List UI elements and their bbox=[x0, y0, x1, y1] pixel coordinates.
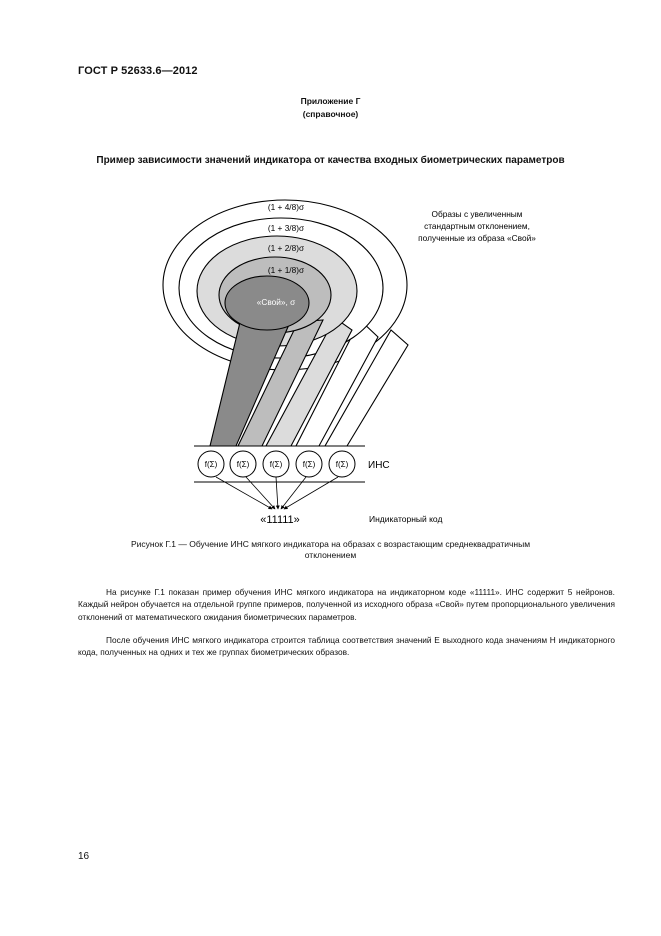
section-title: Пример зависимости значений индикатора от качества входных биометрических параметров bbox=[96, 155, 565, 166]
document-header: ГОСТ Р 52633.6—2012 bbox=[78, 65, 198, 77]
ring-label-3: (1 + 3/8)σ bbox=[267, 223, 305, 233]
output-code: «11111» bbox=[260, 514, 300, 526]
code-label: Индикаторный код bbox=[369, 514, 443, 524]
network-label: ИНС bbox=[368, 460, 390, 471]
neuron-2-label: f(Σ) bbox=[236, 460, 250, 469]
neuron-3-label: f(Σ) bbox=[269, 460, 283, 469]
ring-label-1: (1 + 1/8)σ bbox=[267, 265, 305, 275]
ring-label-2: (1 + 2/8)σ bbox=[267, 243, 305, 253]
appendix-subtitle: (справочное) bbox=[302, 109, 359, 119]
center-label: «Свой», σ bbox=[256, 297, 296, 307]
neuron-4-label: f(Σ) bbox=[302, 460, 316, 469]
figure-caption bbox=[0, 539, 661, 561]
caption-line-2: отклонением bbox=[304, 550, 357, 560]
neuron-5-label: f(Σ) bbox=[335, 460, 349, 469]
paragraph-2: После обучения ИНС мягкого индикатора строится таблица соответствия значений E выходного кода значениям H индикаторного кода, полученных на одних и тех же группах биометрических образов. bbox=[78, 635, 615, 658]
ring-label-4: (1 + 4/8)σ bbox=[267, 202, 305, 212]
caption-line-1: Рисунок Г.1 — Обучение ИНС мягкого индикатора на образах с возрастающим среднеквадратичным bbox=[130, 539, 531, 549]
side-note-line-3: полученные из образа «Свой» bbox=[418, 233, 536, 243]
appendix-title: Приложение Г bbox=[300, 96, 361, 106]
side-note-line-1: Образы с увеличенным bbox=[431, 209, 523, 219]
page-number: 16 bbox=[78, 851, 90, 862]
neuron-1-label: f(Σ) bbox=[204, 460, 218, 469]
side-note-line-2: стандартным отклонением, bbox=[424, 221, 530, 231]
paragraph-1: На рисунке Г.1 показан пример обучения ИНС мягкого индикатора на индикаторном коде «11111». ИНС содержит 5 нейронов. Каждый нейрон обучается на отдельной группе примеров, полученной из исходного образа «Свой» путем пропорционального увеличения отклонений от математического ожидания биометрических параметров. bbox=[78, 587, 615, 622]
